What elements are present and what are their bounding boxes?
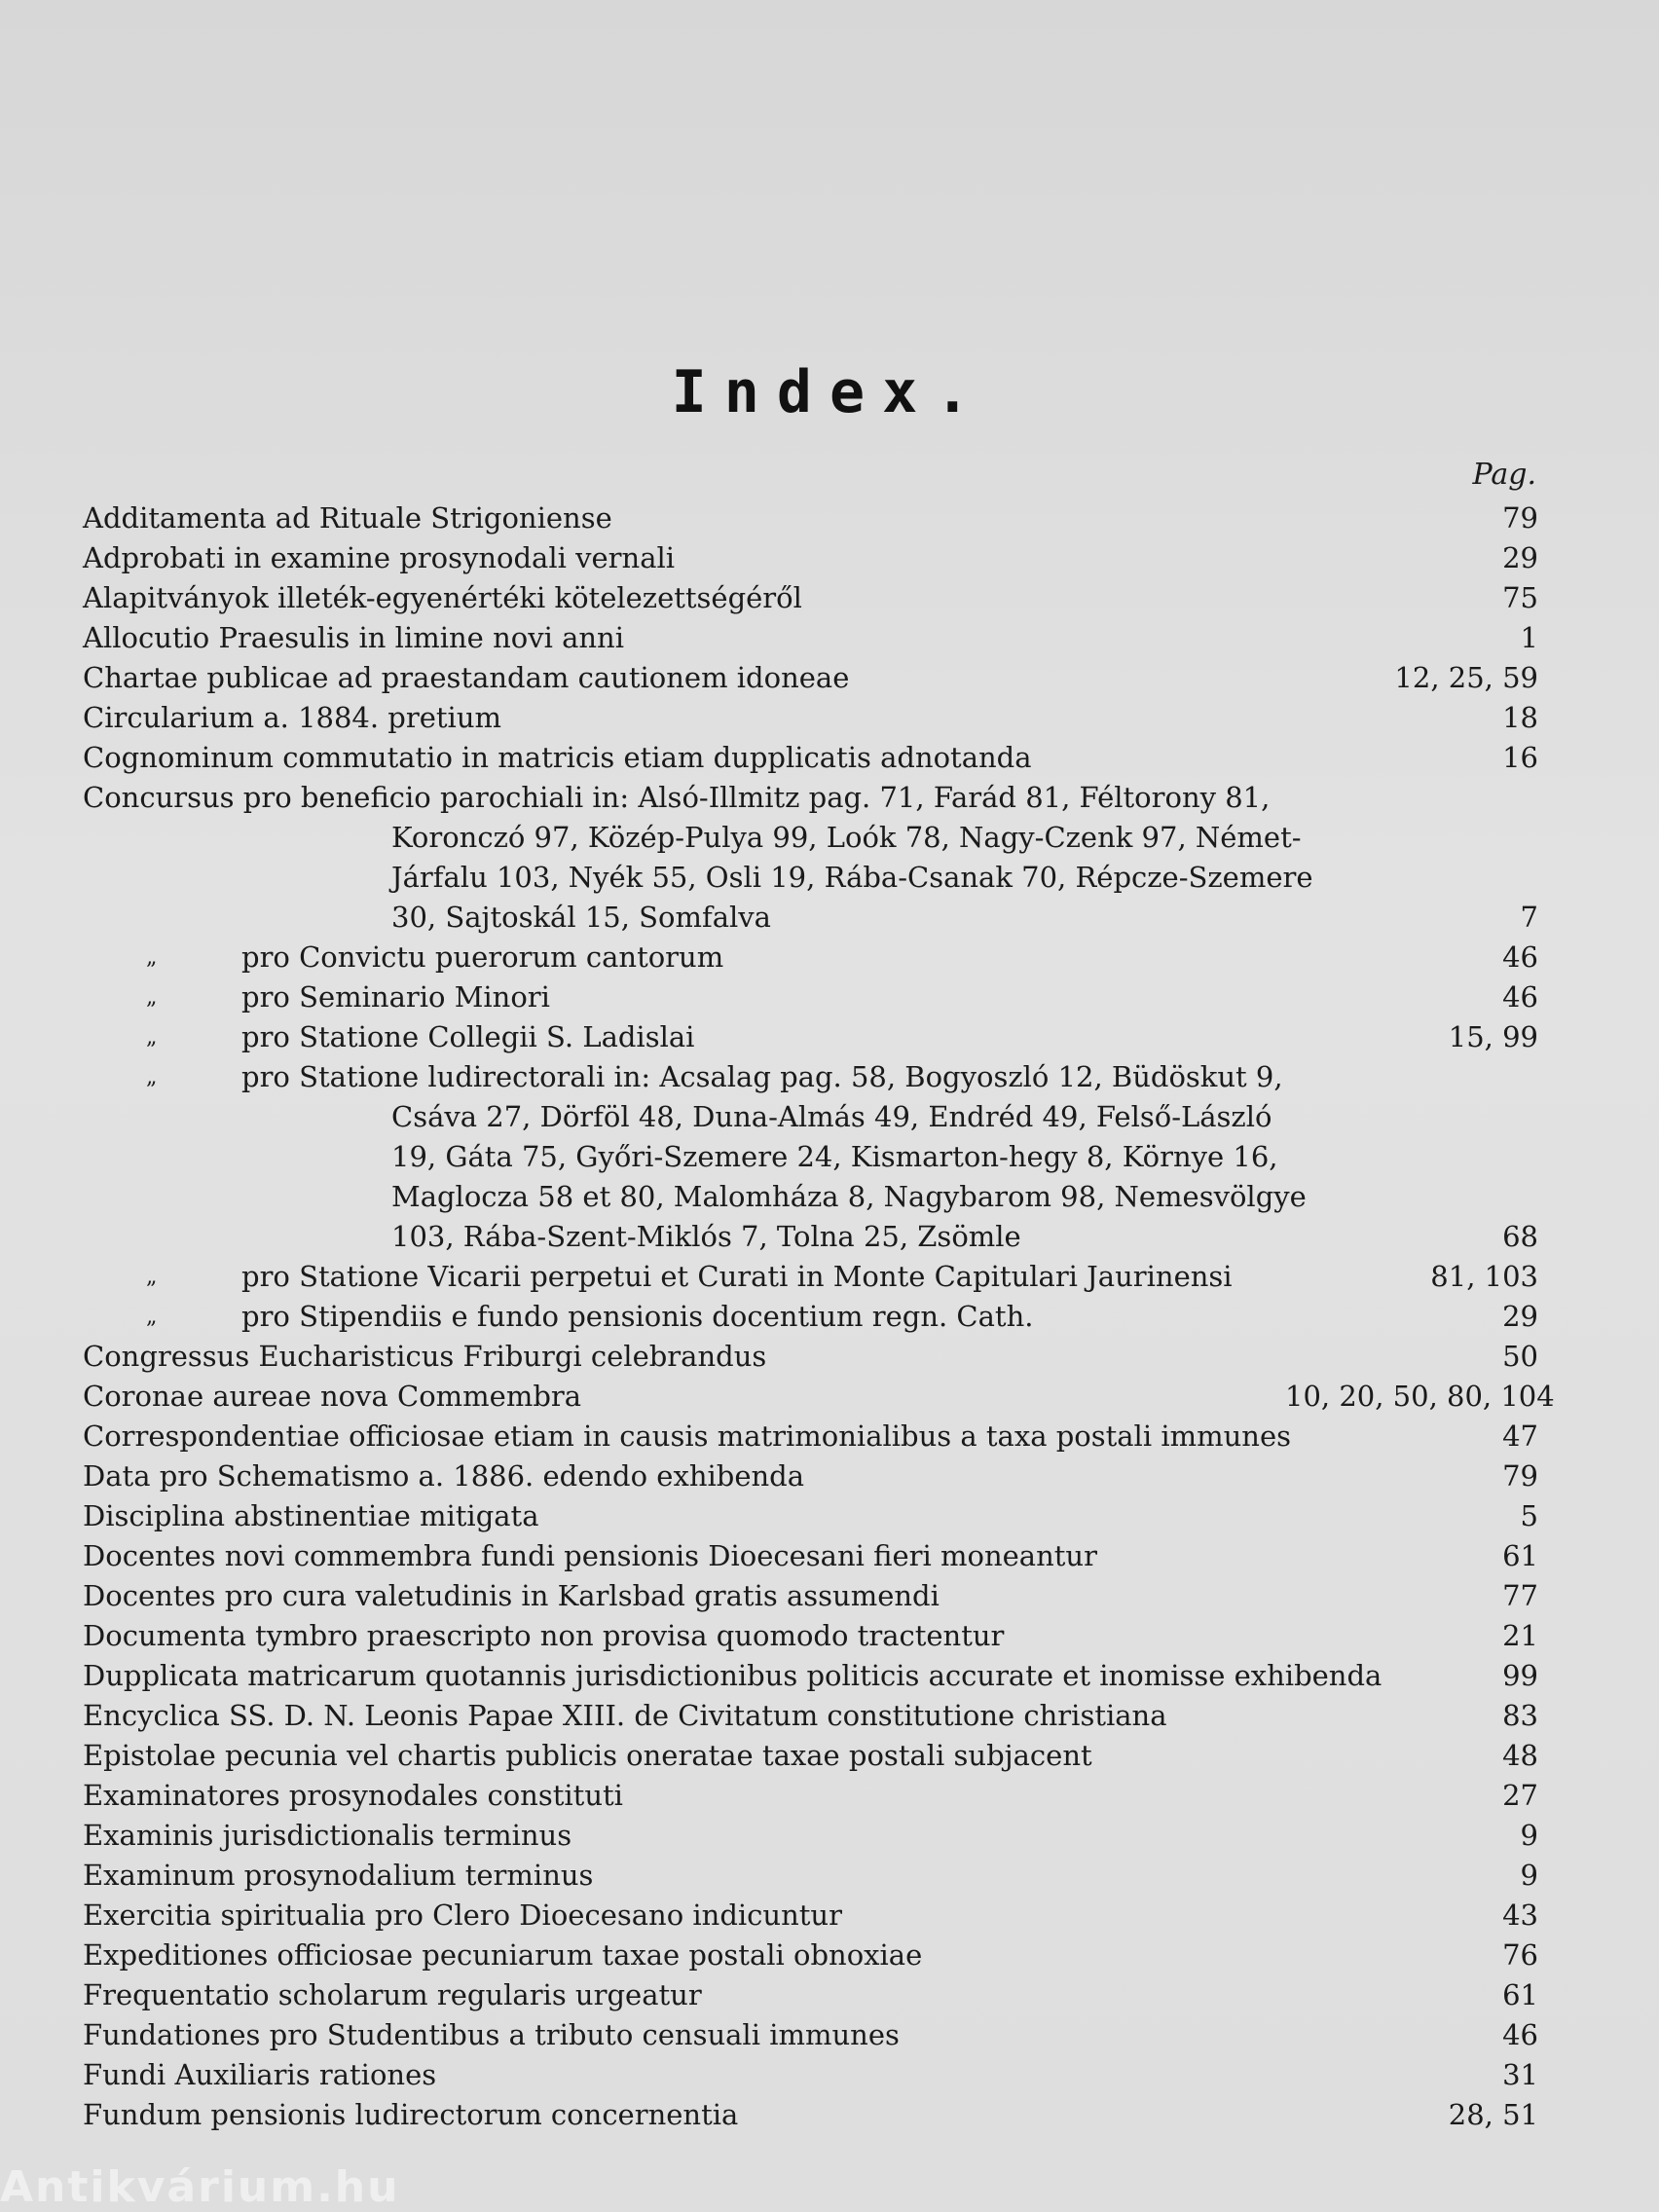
entry-page-numbers: 99: [1502, 1659, 1538, 1692]
entry-page-numbers: 77: [1502, 1579, 1538, 1612]
index-title: Index.: [671, 358, 988, 426]
index-entry-continuation: [78, 1137, 1538, 1177]
index-subentry: [78, 1057, 1538, 1097]
entry-text: 103, Rába-Szent-Miklós 7, Tolna 25, Zsömle: [391, 1220, 1021, 1253]
index-entry-continuation: [78, 1097, 1538, 1137]
index-subentry: [78, 1297, 1538, 1337]
entry-text: Congressus Eucharisticus Friburgi celebrandus: [83, 1340, 767, 1373]
entry-page-numbers: 29: [1502, 541, 1538, 574]
entry-page-numbers: 15, 99: [1448, 1020, 1538, 1053]
entry-page-numbers: 31: [1502, 2058, 1538, 2091]
index-entry: [78, 1536, 1538, 1576]
entry-text: Documenta tymbro praescripto non provisa quomodo tractentur: [83, 1619, 1005, 1652]
entry-text: pro Statione ludirectorali in: Acsalag pag. 58, Bogyoszló 12, Büdöskut 9,: [241, 1060, 1283, 1093]
index-entry-continuation: [78, 858, 1538, 898]
entry-page-numbers: 29: [1502, 1300, 1538, 1333]
ditto-mark: „: [146, 1025, 158, 1050]
entry-page-numbers: 28, 51: [1448, 2098, 1538, 2131]
watermark-logo: Antikvárium.hu: [0, 2162, 400, 2212]
index-entry: [78, 2095, 1538, 2135]
entry-text: Fundi Auxiliaris rationes: [83, 2058, 437, 2091]
index-entry: [78, 1576, 1538, 1616]
entry-text: Docentes novi commembra fundi pensionis Dioecesani fieri moneantur: [83, 1539, 1097, 1572]
ditto-mark: „: [146, 985, 158, 1010]
entry-page-numbers: 46: [1502, 980, 1538, 1014]
entry-text: Járfalu 103, Nyék 55, Osli 19, Rába-Csanak 70, Répcze-Szemere: [391, 861, 1313, 894]
index-entry: [78, 1456, 1538, 1496]
entry-page-numbers: 50: [1502, 1340, 1538, 1373]
index-entry: [78, 1377, 1555, 1417]
entry-text: Docentes pro cura valetudinis in Karlsbad gratis assumendi: [83, 1579, 940, 1612]
index-entry-continuation: [78, 1177, 1538, 1217]
entry-text: Examinis jurisdictionalis terminus: [83, 1819, 572, 1852]
entry-text: pro Statione Vicarii perpetui et Curati in Monte Capitulari Jaurinensi: [241, 1260, 1233, 1293]
entry-text: 30, Sajtoskál 15, Somfalva: [391, 901, 771, 934]
entry-text: Concursus pro beneficio parochiali in: Alsó-Illmitz pag. 71, Farád 81, Féltorony 81,: [83, 781, 1271, 814]
index-entry: [78, 1936, 1538, 1975]
index-entry: [78, 578, 1538, 618]
entry-text: Coronae aureae nova Commembra: [83, 1380, 582, 1413]
pag-column-header: Pag.: [1472, 458, 1536, 492]
index-entry: [78, 738, 1538, 778]
entry-page-numbers: 10, 20, 50, 80, 104: [1285, 1380, 1555, 1413]
entry-page-numbers: 76: [1502, 1938, 1538, 1972]
index-subentry: [78, 977, 1538, 1017]
entry-text: Adprobati in examine prosynodali vernali: [83, 541, 676, 574]
entry-page-numbers: 9: [1520, 1859, 1538, 1892]
entry-text: pro Seminario Minori: [241, 980, 550, 1014]
entry-text: Fundum pensionis ludirectorum concernentia: [83, 2098, 739, 2131]
index-entry: [78, 538, 1538, 578]
index-entry: [78, 1656, 1538, 1696]
ditto-mark: „: [146, 945, 158, 970]
entry-page-numbers: 48: [1502, 1739, 1538, 1772]
index-entry: [78, 1856, 1538, 1896]
entry-page-numbers: 61: [1502, 1539, 1538, 1572]
entry-page-numbers: 9: [1520, 1819, 1538, 1852]
index-entry: [78, 1896, 1538, 1936]
entry-page-numbers: 81, 103: [1430, 1260, 1538, 1293]
entry-text: Epistolae pecunia vel chartis publicis oneratae taxae postali subjacent: [83, 1739, 1092, 1772]
entry-text: pro Stipendiis e fundo pensionis docentium regn. Cath.: [241, 1300, 1034, 1333]
index-entry-continuation: [78, 1217, 1538, 1257]
entry-page-numbers: 43: [1502, 1899, 1538, 1932]
entry-page-numbers: 1: [1520, 621, 1538, 654]
index-entry: [78, 2055, 1538, 2095]
index-entry-continuation: [78, 898, 1538, 938]
entry-text: Examinum prosynodalium terminus: [83, 1859, 594, 1892]
entry-text: pro Convictu puerorum cantorum: [241, 940, 724, 974]
ditto-mark: „: [146, 1305, 158, 1329]
index-entry: [78, 778, 1538, 818]
entry-text: Fundationes pro Studentibus a tributo censuali immunes: [83, 2018, 900, 2051]
entry-page-numbers: 79: [1502, 501, 1538, 535]
entry-text: Correspondentiae officiosae etiam in causis matrimonialibus a taxa postali immunes: [83, 1419, 1291, 1453]
entry-page-numbers: 79: [1502, 1459, 1538, 1493]
entry-text: Exercitia spiritualia pro Clero Dioecesano indicuntur: [83, 1899, 842, 1932]
entry-text: pro Statione Collegii S. Ladislai: [241, 1020, 695, 1053]
entry-text: Cognominum commutatio in matricis etiam dupplicatis adnotanda: [83, 741, 1032, 774]
index-entry: [78, 1496, 1538, 1536]
entry-text: Allocutio Praesulis in limine novi anni: [83, 621, 624, 654]
entry-text: Frequentatio scholarum regularis urgeatur: [83, 1978, 702, 2011]
entry-page-numbers: 46: [1502, 2018, 1538, 2051]
entry-page-numbers: 83: [1502, 1699, 1538, 1732]
index-entries: [78, 498, 1555, 2135]
index-subentry: [78, 1017, 1538, 1057]
index-entry: [78, 1736, 1538, 1776]
entry-page-numbers: 68: [1502, 1220, 1538, 1253]
entry-page-numbers: 5: [1520, 1499, 1538, 1532]
entry-text: 19, Gáta 75, Győri-Szemere 24, Kismarton-hegy 8, Környe 16,: [391, 1140, 1278, 1173]
entry-text: Maglocza 58 et 80, Malomháza 8, Nagybarom 98, Nemesvölgye: [391, 1180, 1307, 1213]
index-entry: [78, 1696, 1538, 1736]
entry-text: Encyclica SS. D. N. Leonis Papae XIII. de Civitatum constitutione christiana: [83, 1699, 1167, 1732]
index-entry: [78, 698, 1538, 738]
index-entry: [78, 1816, 1538, 1856]
entry-text: Koronczó 97, Közép-Pulya 99, Loók 78, Nagy-Czenk 97, Német-: [391, 821, 1302, 854]
entry-page-numbers: 7: [1520, 901, 1538, 934]
index-entry: [78, 618, 1538, 658]
entry-text: Data pro Schematismo a. 1886. edendo exhibenda: [83, 1459, 805, 1493]
entry-page-numbers: 61: [1502, 1978, 1538, 2011]
ditto-mark: „: [146, 1065, 158, 1089]
index-entry: [78, 498, 1538, 538]
index-entry: [78, 1337, 1538, 1377]
index-entry-continuation: [78, 818, 1538, 858]
entry-text: Additamenta ad Rituale Strigoniense: [83, 501, 612, 535]
entry-page-numbers: 21: [1502, 1619, 1538, 1652]
index-subentry: [78, 938, 1538, 977]
entry-page-numbers: 47: [1502, 1419, 1538, 1453]
ditto-mark: „: [146, 1265, 158, 1289]
entry-text: Csáva 27, Dörföl 48, Duna-Almás 49, Endréd 49, Felső-László: [391, 1100, 1272, 1133]
entry-text: Chartae publicae ad praestandam cautionem idoneae: [83, 661, 850, 694]
index-entry: [78, 1776, 1538, 1816]
entry-text: Alapitványok illeték-egyenértéki kötelezettségéről: [83, 581, 802, 614]
entry-page-numbers: 46: [1502, 940, 1538, 974]
entry-page-numbers: 75: [1502, 581, 1538, 614]
entry-text: Examinatores prosynodales constituti: [83, 1779, 623, 1812]
entry-page-numbers: 18: [1502, 701, 1538, 734]
entry-page-numbers: 12, 25, 59: [1394, 661, 1538, 694]
entry-text: Disciplina abstinentiae mitigata: [83, 1499, 539, 1532]
entry-page-numbers: 27: [1502, 1779, 1538, 1812]
index-entry: [78, 658, 1538, 698]
entry-text: Dupplicata matricarum quotannis jurisdictionibus politicis accurate et inomisse exhibenda: [83, 1659, 1382, 1692]
entry-text: Circularium a. 1884. pretium: [83, 701, 502, 734]
index-entry: [78, 2015, 1538, 2055]
index-entry: [78, 1975, 1538, 2015]
entry-text: Expeditiones officiosae pecuniarum taxae postali obnoxiae: [83, 1938, 923, 1972]
entry-page-numbers: 16: [1502, 741, 1538, 774]
index-subentry: [78, 1257, 1538, 1297]
index-entry: [78, 1417, 1538, 1456]
index-entry: [78, 1616, 1538, 1656]
